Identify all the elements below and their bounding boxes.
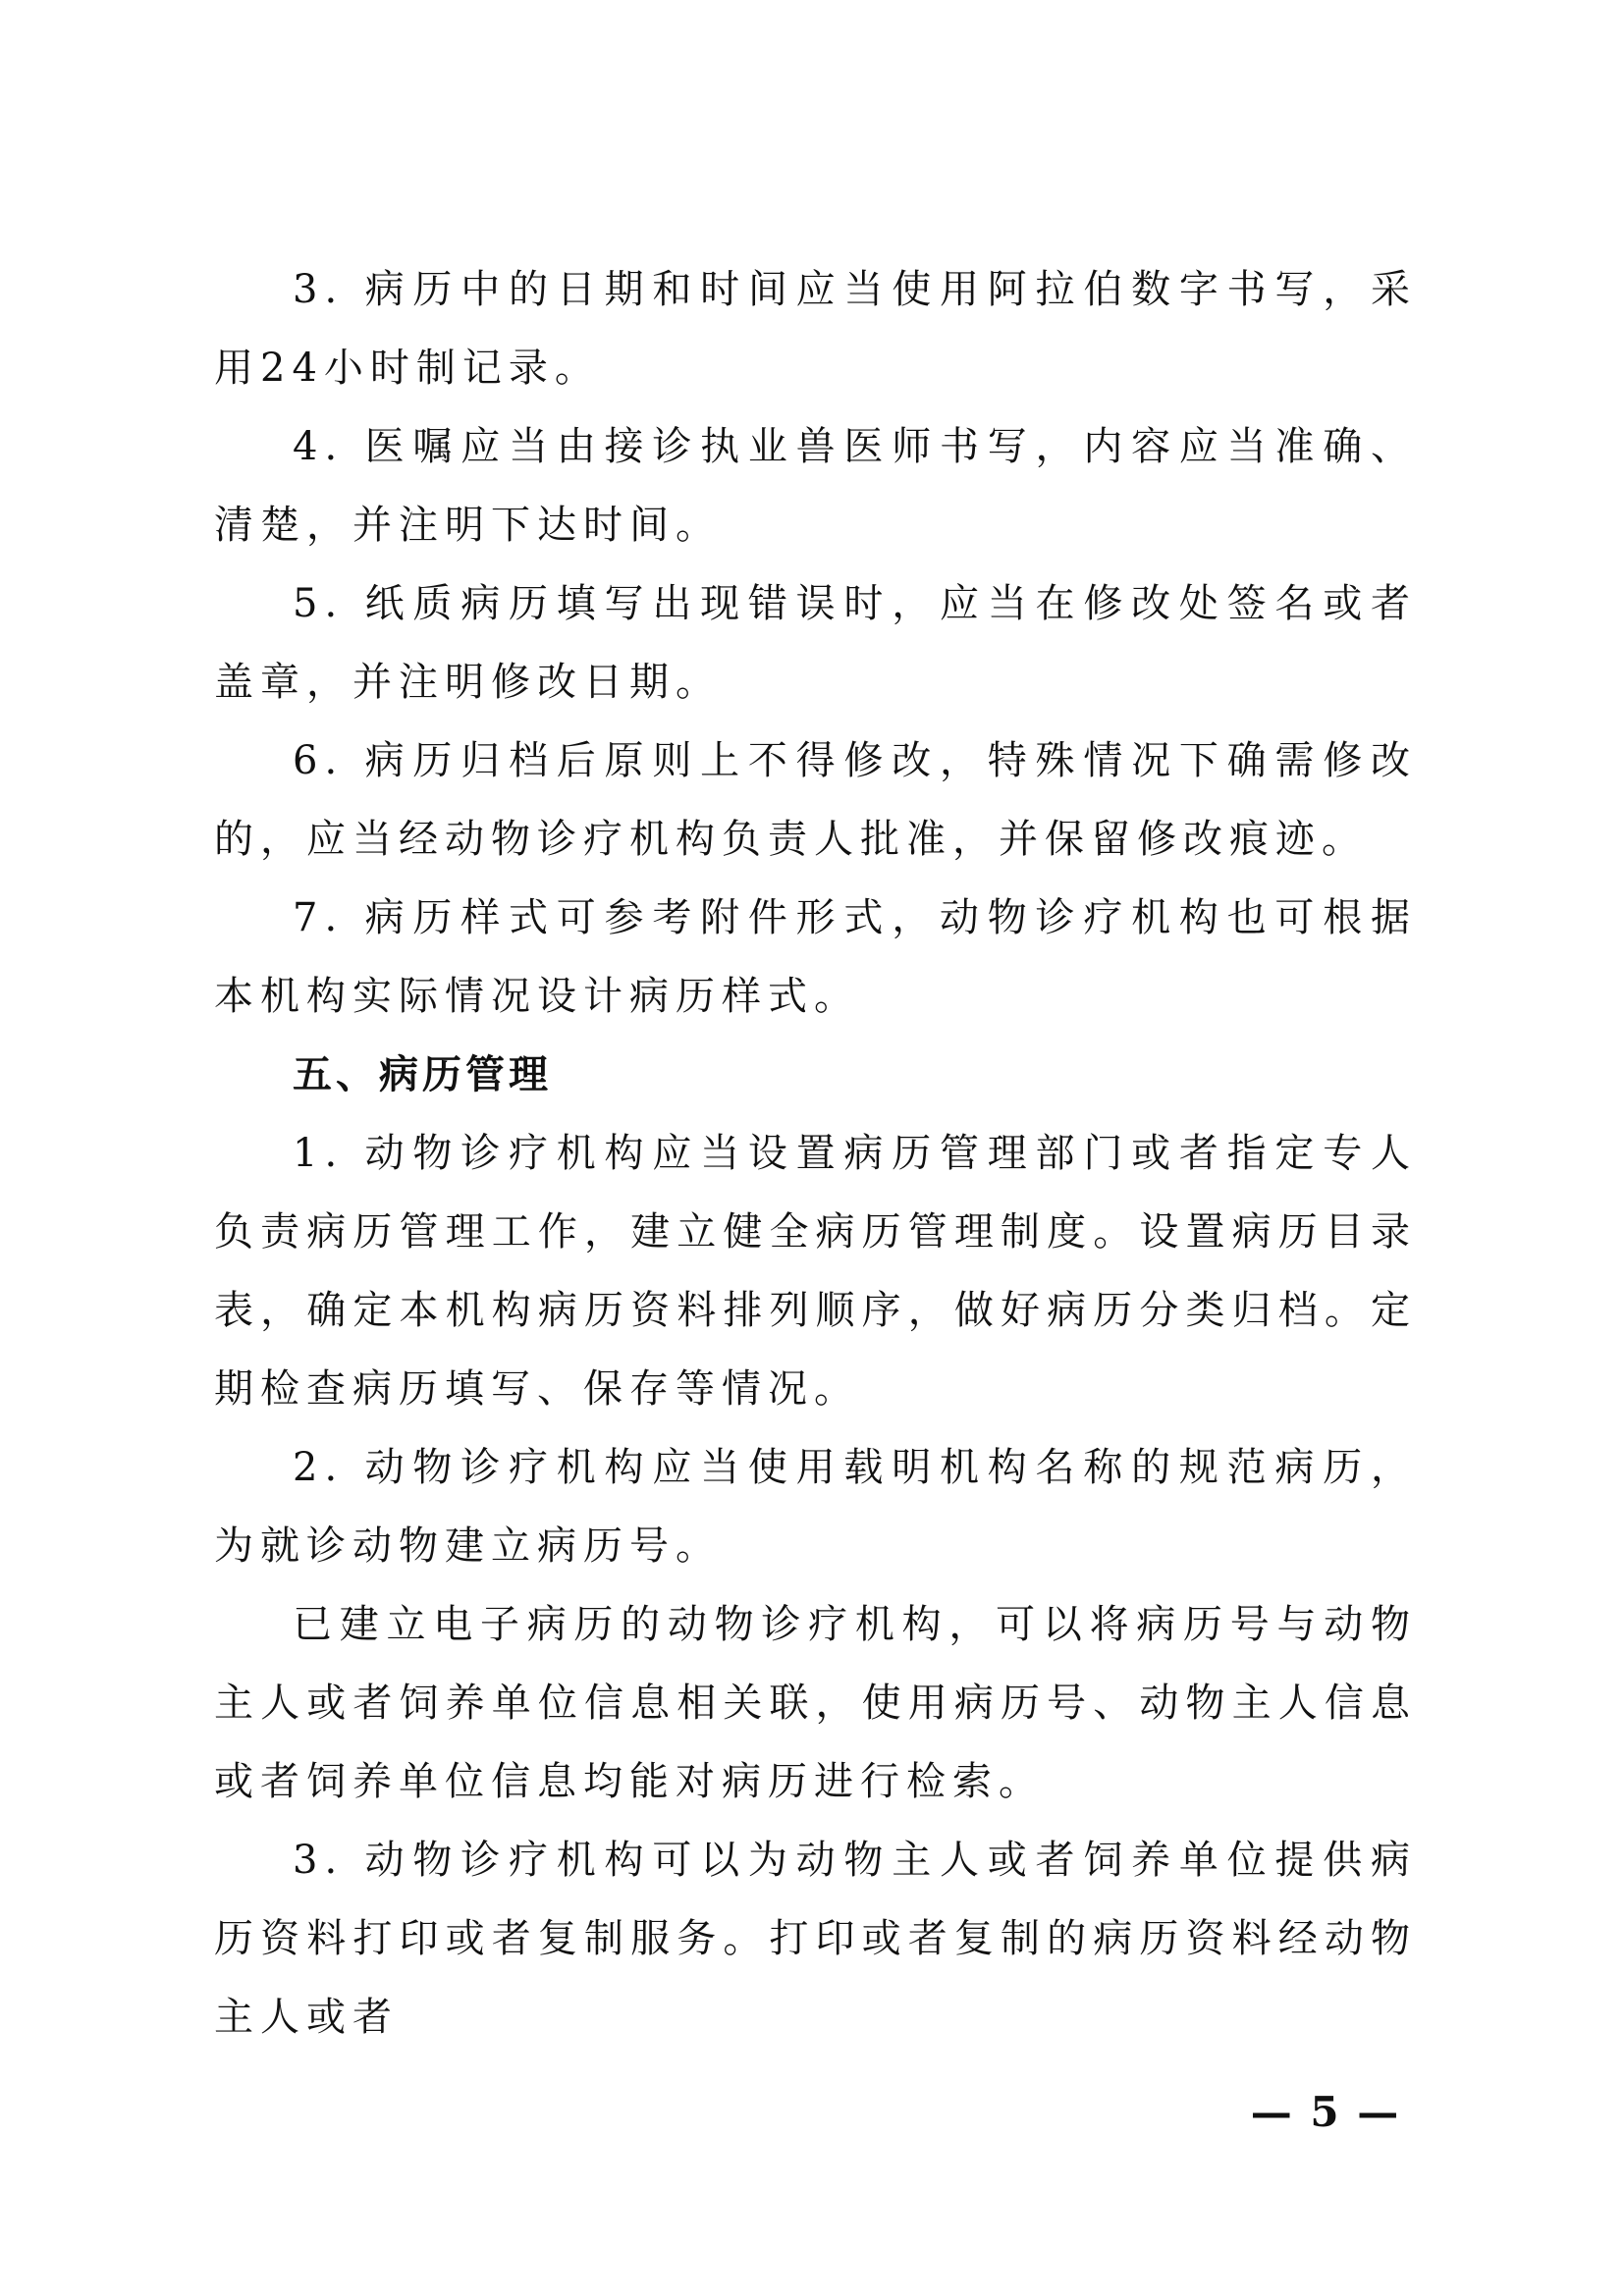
section-paragraph-3: 3. 动物诊疗机构可以为动物主人或者饲养单位提供病历资料打印或者复制服务。打印或者复制的病历资料经动物主人或者: [214, 1838, 1417, 2040]
section-heading: 五、病历管理: [293, 1052, 552, 1097]
document-body: [214, 250, 1417, 2056]
paragraph-item-6: 6. 病历归档后原则上不得修改，特殊情况下确需修改的，应当经动物诊疗机构负责人批准，并保留修改痕迹。: [214, 738, 1417, 862]
section-paragraph-1: 1. 动物诊疗机构应当设置病历管理部门或者指定专人负责病历管理工作，建立健全病历管理制度。设置病历目录表，确定本机构病历资料排列顺序，做好病历分类归档。定期检查病历填写、保存等情况。: [214, 1131, 1417, 1412]
section-paragraph-electronic: 已建立电子病历的动物诊疗机构，可以将病历号与动物主人或者饲养单位信息相关联，使用病历号、动物主人信息或者饲养单位信息均能对病历进行检索。: [214, 1602, 1417, 1804]
paragraph-item-5: 5. 纸质病历填写出现错误时，应当在修改处签名或者盖章，并注明修改日期。: [214, 581, 1417, 705]
paragraph-item-4: 4. 医嘱应当由接诊执业兽医师书写，内容应当准确、清楚，并注明下达时间。: [214, 424, 1417, 548]
paragraph-item-3: 3. 病历中的日期和时间应当使用阿拉伯数字书写，采用24小时制记录。: [214, 267, 1417, 391]
section-paragraph-2: 2. 动物诊疗机构应当使用载明机构名称的规范病历，为就诊动物建立病历号。: [214, 1445, 1417, 1569]
page-number: — 5 —: [1250, 2088, 1401, 2136]
paragraph-item-7: 7. 病历样式可参考附件形式，动物诊疗机构也可根据本机构实际情况设计病历样式。: [214, 895, 1417, 1019]
